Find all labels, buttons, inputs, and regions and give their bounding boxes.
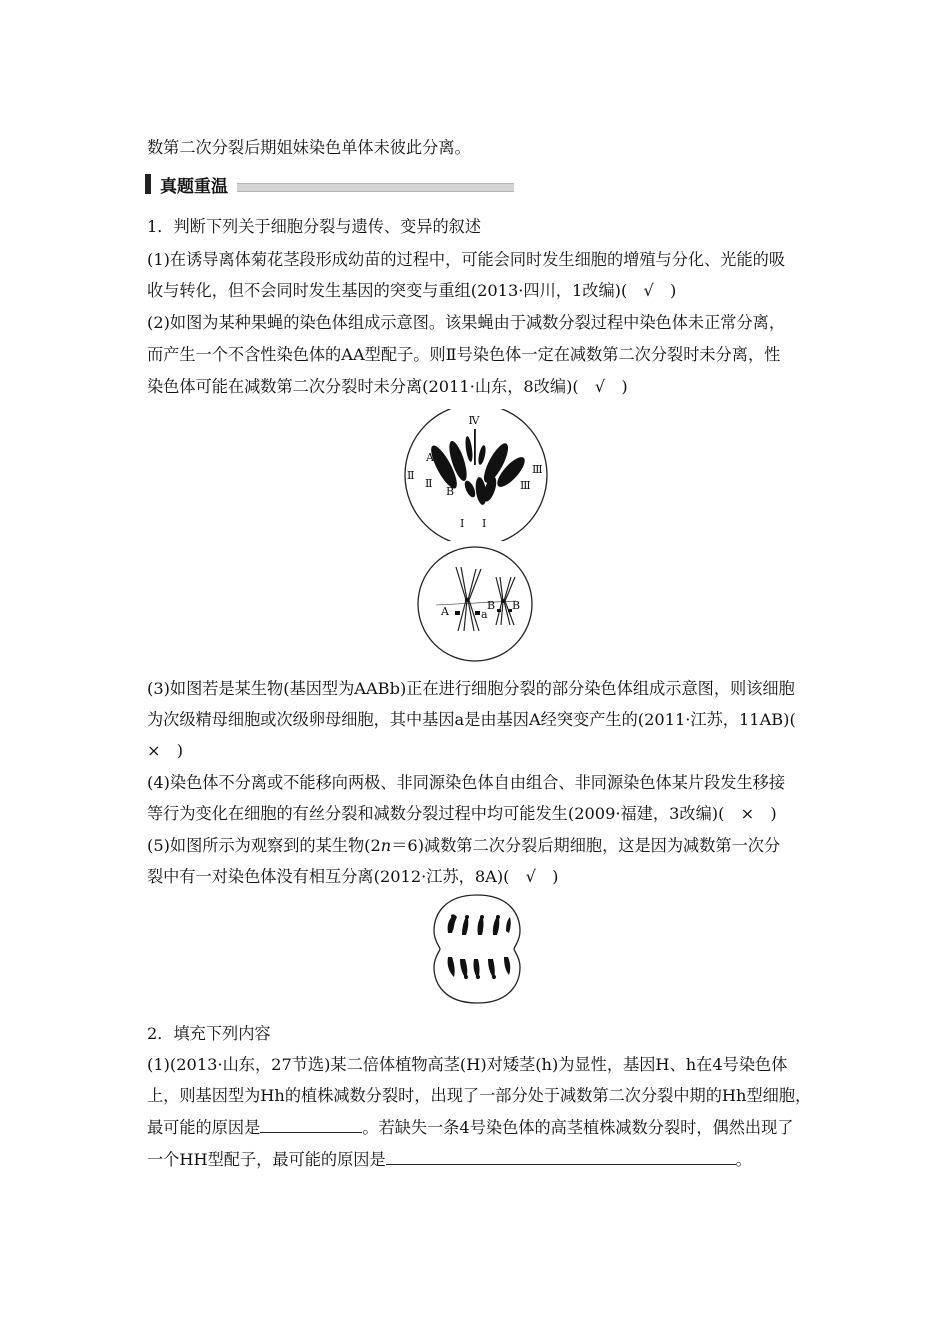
text-line <box>147 1148 752 1171</box>
text-line: 等行为变化在细胞的有丝分裂和减数分裂过程中均可能发生(2009·福建，3改编)( × ) <box>147 804 777 823</box>
text-line: (1)(2013·山东，27节选)某二倍体植物高茎(H)对矮茎(h)为显性，基因H、h在4号染色体 <box>147 1055 788 1074</box>
label-gene-A: A <box>426 451 434 464</box>
label-gene-a: a <box>481 608 488 621</box>
label-III-left: Ⅲ <box>532 463 543 476</box>
section-marker <box>145 174 151 194</box>
text-line: 裂中有一对染色体没有相互分离(2012·江苏，8A)( √ ) <box>147 867 559 886</box>
anaphase-cell-figure <box>432 893 522 1005</box>
text-line: × ) <box>147 741 184 760</box>
label-gene-B: B <box>446 485 455 498</box>
text-line: (1)在诱导离体菊花茎段形成幼苗的过程中，可能会同时发生细胞的增殖与分化、光能的吸 <box>147 250 786 269</box>
text-fragment: (5)如图所示为观察到的某生物(2 <box>147 836 381 855</box>
italic-n: n <box>380 836 392 855</box>
text-line: 收与转化，但不会同时发生基因的突变与重组(2013·四川，1改编)( √ ) <box>147 281 677 300</box>
answer-blank-2[interactable] <box>386 1148 736 1165</box>
text-line: (3)如图若是某生物(基因型为AABb)正在进行细胞分裂的部分染色体组成示意图，则该细胞 <box>147 679 795 698</box>
section-title: 真题重温 <box>160 176 228 197</box>
label-gene-A: A <box>441 605 449 618</box>
section-header <box>145 172 514 196</box>
text-fragment: 。若缺失一条4号染色体的高茎植株减数分裂时，偶然出现了 <box>362 1118 794 1137</box>
cell-division-figure <box>416 545 534 663</box>
text-line: 而产生一个不含性染色体的AA型配子。则Ⅱ号染色体一定在减数第二次分裂时未分离，性 <box>147 345 781 364</box>
text-fragment: 一个HH型配子，最可能的原因是 <box>147 1150 386 1169</box>
label-gene-B-left: B <box>487 599 496 612</box>
label-I-left: I <box>460 517 465 530</box>
text-fragment: 最可能的原因是 <box>147 1118 261 1137</box>
text-fragment: ＝6)减数第二次分裂后期细胞，这是因为减数第一次分 <box>391 836 781 855</box>
text-line: 染色体可能在减数第二次分裂时未分离(2011·山东，8改编)( √ ) <box>147 377 628 396</box>
label-III-right: Ⅲ <box>520 479 531 492</box>
label-IV: Ⅳ <box>468 414 480 427</box>
section-rule <box>237 183 514 192</box>
text-line: 数第二次分裂后期姐妹染色单体未彼此分离。 <box>147 138 471 157</box>
text-line: 为次级精母细胞或次级卵母细胞，其中基因a是由基因A经突变产生的(2011·江苏，11AB)( <box>147 710 796 729</box>
text-line <box>147 1116 794 1139</box>
text-line <box>147 835 780 857</box>
label-II-right: Ⅱ <box>425 477 433 490</box>
question-1-title: 1．判断下列关于细胞分裂与遗传、变异的叙述 <box>147 217 482 236</box>
label-gene-a: a <box>457 468 463 479</box>
label-I-right: I <box>482 517 487 530</box>
text-line: (4)染色体不分离或不能移向两极、非同源染色体自由组合、非同源染色体某片段发生移接 <box>147 773 786 792</box>
answer-blank-1[interactable] <box>260 1116 362 1133</box>
label-gene-B-right: B <box>512 599 521 612</box>
fruitfly-chromosome-figure <box>401 409 551 541</box>
question-2-title: 2．填充下列内容 <box>147 1024 271 1043</box>
text-line: (2)如图为某种果蝇的染色体组成示意图。该果蝇由于减数分裂过程中染色体未正常分离， <box>147 313 786 332</box>
text-fragment: 。 <box>735 1150 752 1169</box>
label-II-left: Ⅱ <box>407 469 415 482</box>
text-line: 上，则基因型为Hh的植株减数分裂时，出现了一部分处于减数第二次分裂中期的Hh型细胞， <box>147 1086 812 1105</box>
